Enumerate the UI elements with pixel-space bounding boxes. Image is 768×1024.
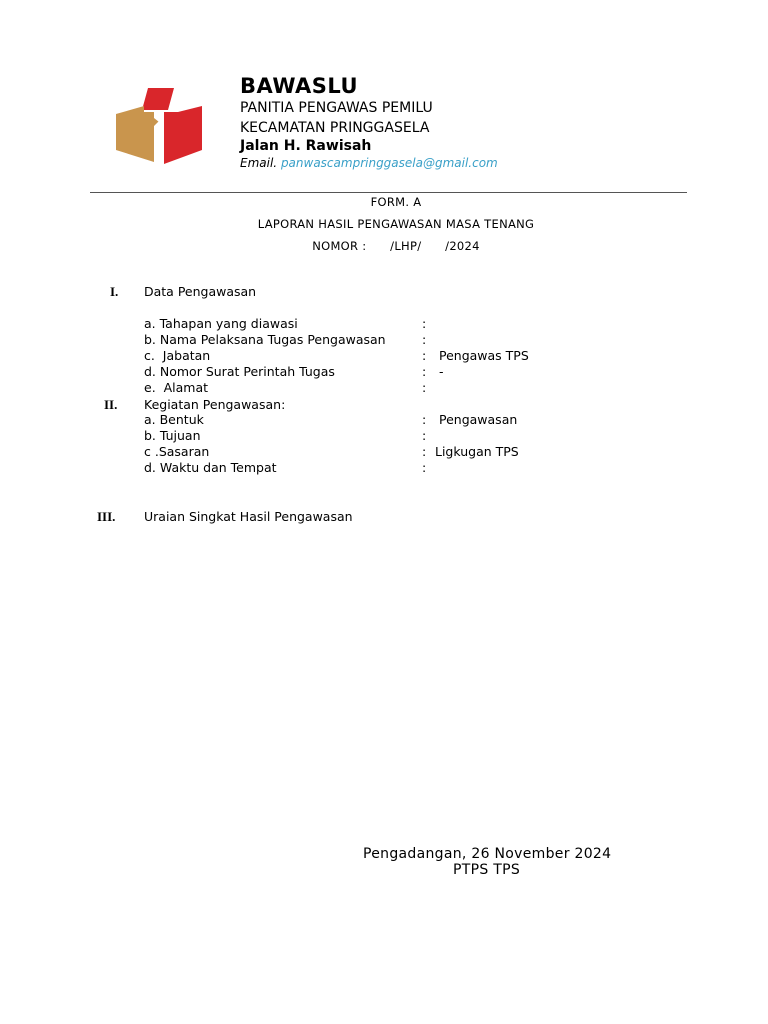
- field-label-tahapan: a. Tahapan yang diawasi: [144, 316, 298, 331]
- field-colon: :: [422, 428, 427, 443]
- header-divider: [90, 192, 687, 193]
- field-colon: :: [422, 332, 427, 347]
- section-2-title: Kegiatan Pengawasan:: [144, 397, 286, 412]
- email-label: Email.: [240, 156, 278, 170]
- field-label-jabatan: c. Jabatan: [144, 348, 211, 363]
- email-address-link[interactable]: panwascampringgasela@gmail.com: [280, 156, 498, 170]
- org-title: BAWASLU: [240, 74, 359, 98]
- field-value-sasaran: Ligkugan TPS: [435, 444, 519, 459]
- field-colon: :: [422, 348, 427, 363]
- field-label-waktu: d. Waktu dan Tempat: [144, 460, 277, 475]
- org-line-1: PANITIA PENGAWAS PEMILU: [240, 100, 433, 116]
- field-value-jabatan: Pengawas TPS: [439, 348, 529, 363]
- org-line-2: KECAMATAN PRINGGASELA: [240, 120, 430, 136]
- logo-right-red-shape: [164, 106, 202, 164]
- section-1-title: Data Pengawasan: [144, 284, 257, 299]
- field-colon: :: [422, 460, 427, 475]
- field-label-nomor-surat: d. Nomor Surat Perintah Tugas: [144, 364, 335, 379]
- form-title: LAPORAN HASIL PENGAWASAN MASA TENANG: [257, 217, 535, 231]
- field-colon: :: [422, 380, 427, 395]
- field-label-nama: b. Nama Pelaksana Tugas Pengawasan: [144, 332, 386, 347]
- section-3-numeral: III.: [97, 509, 116, 524]
- bawaslu-logo: [114, 88, 206, 170]
- form-code: FORM. A: [370, 195, 422, 209]
- field-colon: :: [422, 316, 427, 331]
- email-line: [240, 156, 498, 170]
- field-label-sasaran: c .Sasaran: [144, 444, 210, 459]
- field-label-alamat: e. Alamat: [144, 380, 209, 395]
- field-colon: :: [422, 412, 427, 427]
- field-value-nomor-surat: -: [439, 364, 444, 379]
- org-address: Jalan H. Rawisah: [240, 138, 372, 154]
- logo-left-gold-shape: [116, 106, 160, 162]
- field-colon: :: [422, 444, 427, 459]
- logo-top-red-tile: [142, 88, 174, 110]
- section-2-numeral: II.: [104, 397, 118, 412]
- signature-role: PTPS TPS: [453, 862, 521, 878]
- field-label-bentuk: a. Bentuk: [144, 412, 204, 427]
- signature-place-date: Pengadangan, 26 November 2024: [363, 846, 612, 862]
- field-value-bentuk: Pengawasan: [439, 412, 518, 427]
- section-1-numeral: I.: [110, 284, 119, 299]
- section-3-title: Uraian Singkat Hasil Pengawasan: [144, 509, 353, 524]
- field-label-tujuan: b. Tujuan: [144, 428, 201, 443]
- form-number: NOMOR : /LHP/ /2024: [312, 239, 480, 253]
- field-colon: :: [422, 364, 427, 379]
